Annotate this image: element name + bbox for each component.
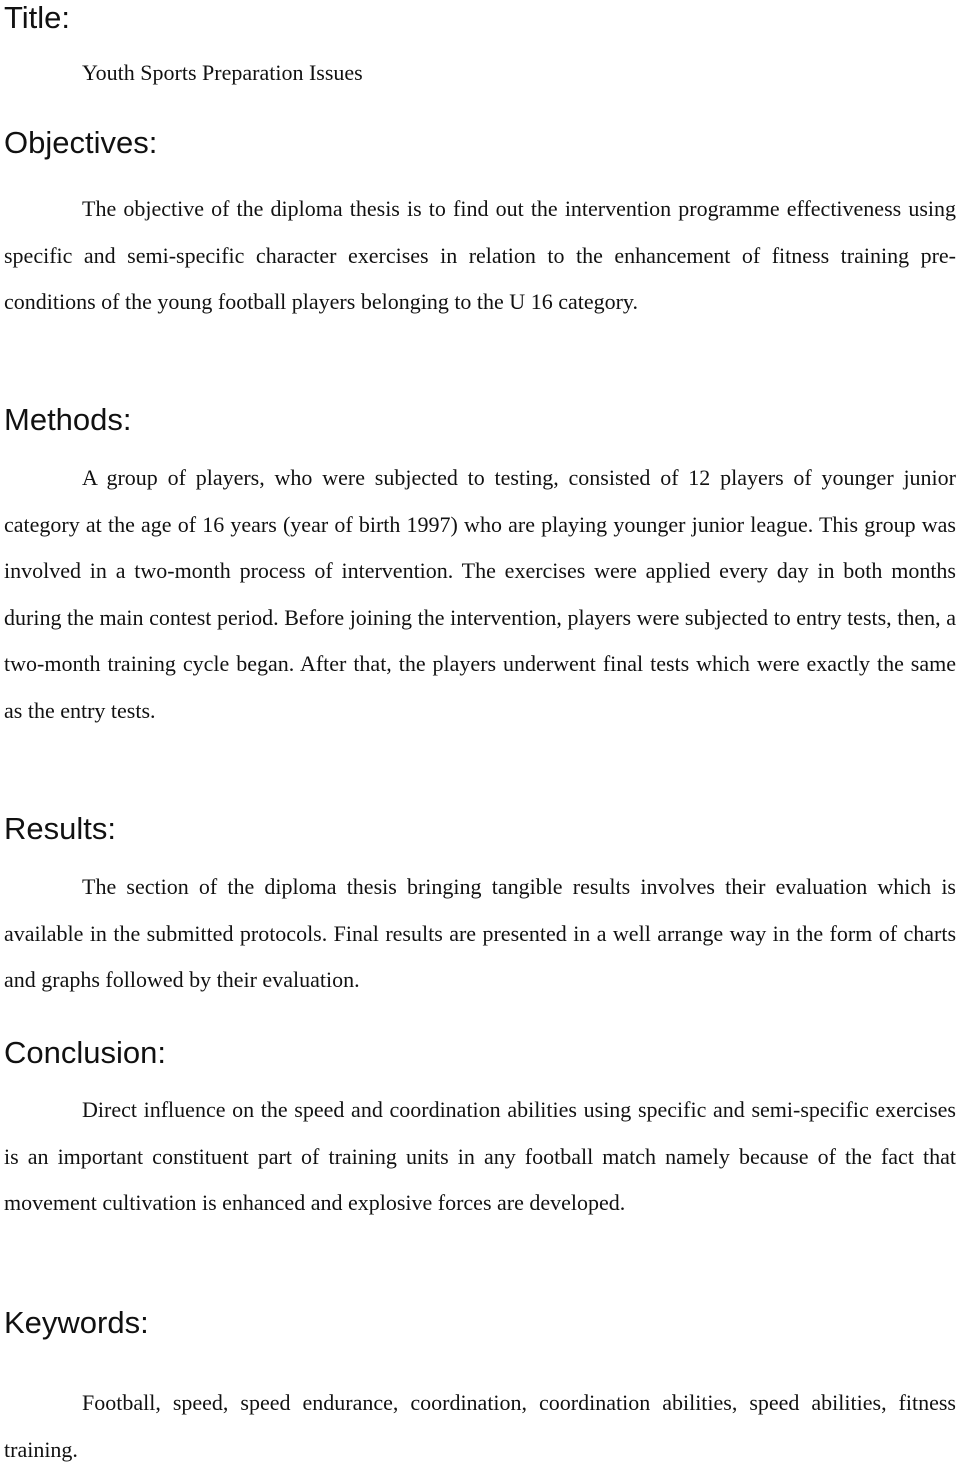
results-text: The section of the diploma thesis bringing tangible results involves their evaluation which is available in the submitted protocols. Final results are presented in a well arrange way in the form of charts and graphs followed by their evaluation. [4, 874, 956, 992]
methods-text: A group of players, who were subjected to testing, consisted of 12 players of younger junior category at the age of 16 years (year of birth 1997) who are playing younger junior league. This group was involved in a two-month process of intervention. The exercises were applied every day in both months during the main contest period. Before joining the intervention, players were subjected to entry tests, then, a two-month training cycle began. After that, the players underwent final tests which were exactly the same as the entry tests. [4, 465, 956, 723]
title-heading: Title: [4, 0, 71, 35]
title-text: Youth Sports Preparation Issues [82, 60, 363, 85]
objectives-text: The objective of the diploma thesis is to find out the intervention programme effectiveness using specific and semi-specific character exercises in relation to the enhancement of fitness training pre-conditions of the young football players belonging to the U 16 category. [4, 196, 956, 314]
keywords-text: Football, speed, speed endurance, coordination, coordination abilities, speed abilities, fitness training. [4, 1390, 956, 1462]
conclusion-heading: Conclusion: [4, 1035, 166, 1070]
results-heading: Results: [4, 811, 116, 846]
objectives-heading: Objectives: [4, 125, 158, 160]
conclusion-text: Direct influence on the speed and coordination abilities using specific and semi-specific exercises is an important constituent part of training units in any football match namely because of the fact that movement cultivation is enhanced and explosive forces are developed. [4, 1097, 956, 1215]
methods-heading: Methods: [4, 402, 132, 437]
keywords-heading: Keywords: [4, 1305, 149, 1340]
